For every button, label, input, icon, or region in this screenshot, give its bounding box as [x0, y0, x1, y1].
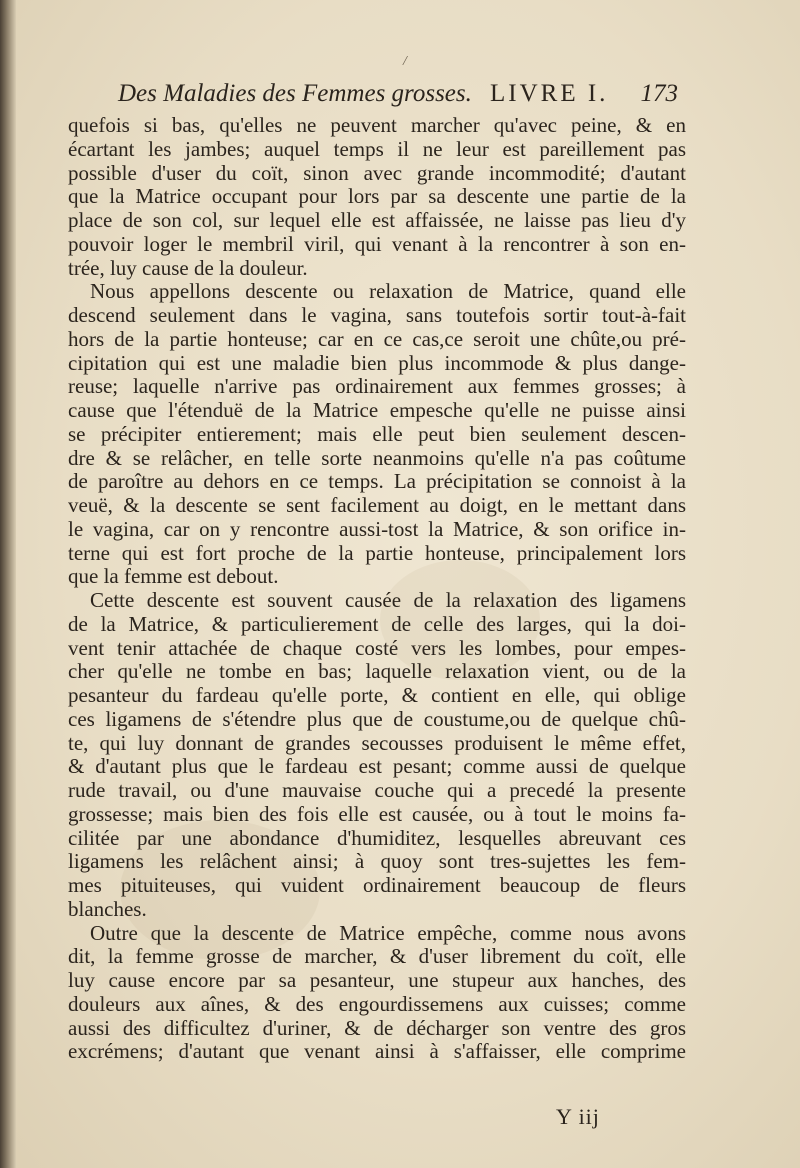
running-title: Des Maladies des Femmes grosses. — [118, 80, 472, 107]
text-line: pesanteur du fardeau qu'elle porte, & contient en elle, qui oblige — [68, 683, 686, 707]
text-line: dre & se relâcher, en telle sorte neanmoins qu'elle n'a pas coûtume — [68, 445, 686, 470]
signature-mark: Y iij — [556, 1104, 600, 1129]
text-line: grossesse; mais bien des fois elle est causée, ou à tout le moins fa- — [68, 801, 686, 826]
text-line: vent tenir attachée de chaque costé vers les lombes, pour empes- — [68, 635, 686, 660]
text-line: & d'autant plus que le fardeau est pesant; comme aussi de quelque — [68, 754, 686, 779]
text-line: cher qu'elle ne tombe en bas; laquelle relaxation vient, ou de la — [68, 659, 686, 684]
text-line: Outre que la descente de Matrice empêche, comme nous avons — [90, 920, 686, 945]
text-line: terne qui est fort proche de la partie honteuse, principalement lors — [68, 540, 686, 565]
text-line: possible d'user du coït, sinon avec grande incommodité; d'autant — [68, 160, 686, 185]
page-number: 173 — [640, 80, 678, 107]
text-line: le vagina, car on y rencontre aussi-tost la Matrice, & son orifice in- — [68, 516, 686, 541]
text-line: ligamens les relâchent ainsi; à quoy sont tres-sujettes les fem- — [68, 849, 686, 874]
running-header — [118, 54, 678, 116]
text-line: cilitée par une abondance d'humiditez, lesquelles abreuvant ces — [68, 825, 686, 850]
text-line: reuse; laquelle n'arrive pas ordinairement aux femmes grosses; à — [68, 374, 686, 399]
text-line: dit, la femme grosse de marcher, & d'user librement du coït, elle — [68, 944, 686, 969]
text-line: Nous appellons descente ou relaxation de Matrice, quand elle — [90, 279, 686, 304]
text-line: place de son col, sur lequel elle est affaissée, ne laisse pas lieu d'y — [68, 208, 686, 232]
text-line: se précipiter entierement; mais elle peut bien seulement descen- — [68, 421, 686, 446]
text-line: te, qui luy donnant de grandes secousses produisent le même effet, — [68, 730, 686, 755]
text-line: hors de la partie honteuse; car en ce cas,ce seroit une chûte,ou pré- — [68, 326, 686, 351]
text-line: cipitation qui est une maladie bien plus incommode & plus dange- — [68, 350, 686, 375]
text-line: veuë, & la descente se sent facilement au doigt, en le mettant dans — [68, 493, 686, 517]
text-line: de paroître au dehors en ce temps. La précipitation se connoist à la — [68, 469, 686, 494]
text-line: aussi des difficultez d'uriner, & de décharger son ventre des gros — [68, 1015, 686, 1040]
body-text — [68, 114, 686, 1064]
text-line: Cette descente est souvent causée de la relaxation des ligamens — [90, 588, 686, 612]
text-line: que la femme est debout. — [68, 564, 279, 589]
text-line: descend seulement dans le vagina, sans toutefois sortir tout-à-fait — [68, 303, 686, 327]
text-line: trée, luy cause de la douleur. — [68, 255, 308, 280]
page-binding-shadow — [0, 0, 16, 1168]
text-line: blanches. — [68, 896, 147, 921]
text-line: excrémens; d'autant que venant ainsi à s'affaisser, elle comprime — [68, 1039, 686, 1064]
text-line: cause que l'étenduë de la Matrice empesche qu'elle ne puisse ainsi — [68, 398, 686, 422]
text-line: de la Matrice, & particulierement de celle des larges, qui la doi- — [68, 611, 686, 636]
text-line: ces ligamens de s'étendre plus que de coustume,ou de quelque chû- — [68, 706, 686, 731]
text-line: quefois si bas, qu'elles ne peuvent marcher qu'avec peine, & en — [68, 113, 686, 137]
text-line: écartant les jambes; auquel temps il ne leur est pareillement pas — [68, 136, 686, 161]
text-line: luy cause encore par sa pesanteur, une stupeur aux hanches, des — [68, 968, 686, 992]
text-line: pouvoir loger le membril viril, qui venant à la rencontrer à son en- — [68, 231, 686, 256]
text-line: mes pituiteuses, qui vuident ordinairement beaucoup de fleurs — [68, 873, 686, 897]
header-mark: / — [403, 54, 407, 69]
book-number: LIVRE I. — [490, 80, 609, 107]
text-line: douleurs aux aînes, & des engourdissemens aux cuisses; comme — [68, 991, 686, 1016]
text-line: rude travail, ou d'une mauvaise couche qui a precedé la presente — [68, 778, 686, 802]
text-line: que la Matrice occupant pour lors par sa descente une partie de la — [68, 184, 686, 209]
